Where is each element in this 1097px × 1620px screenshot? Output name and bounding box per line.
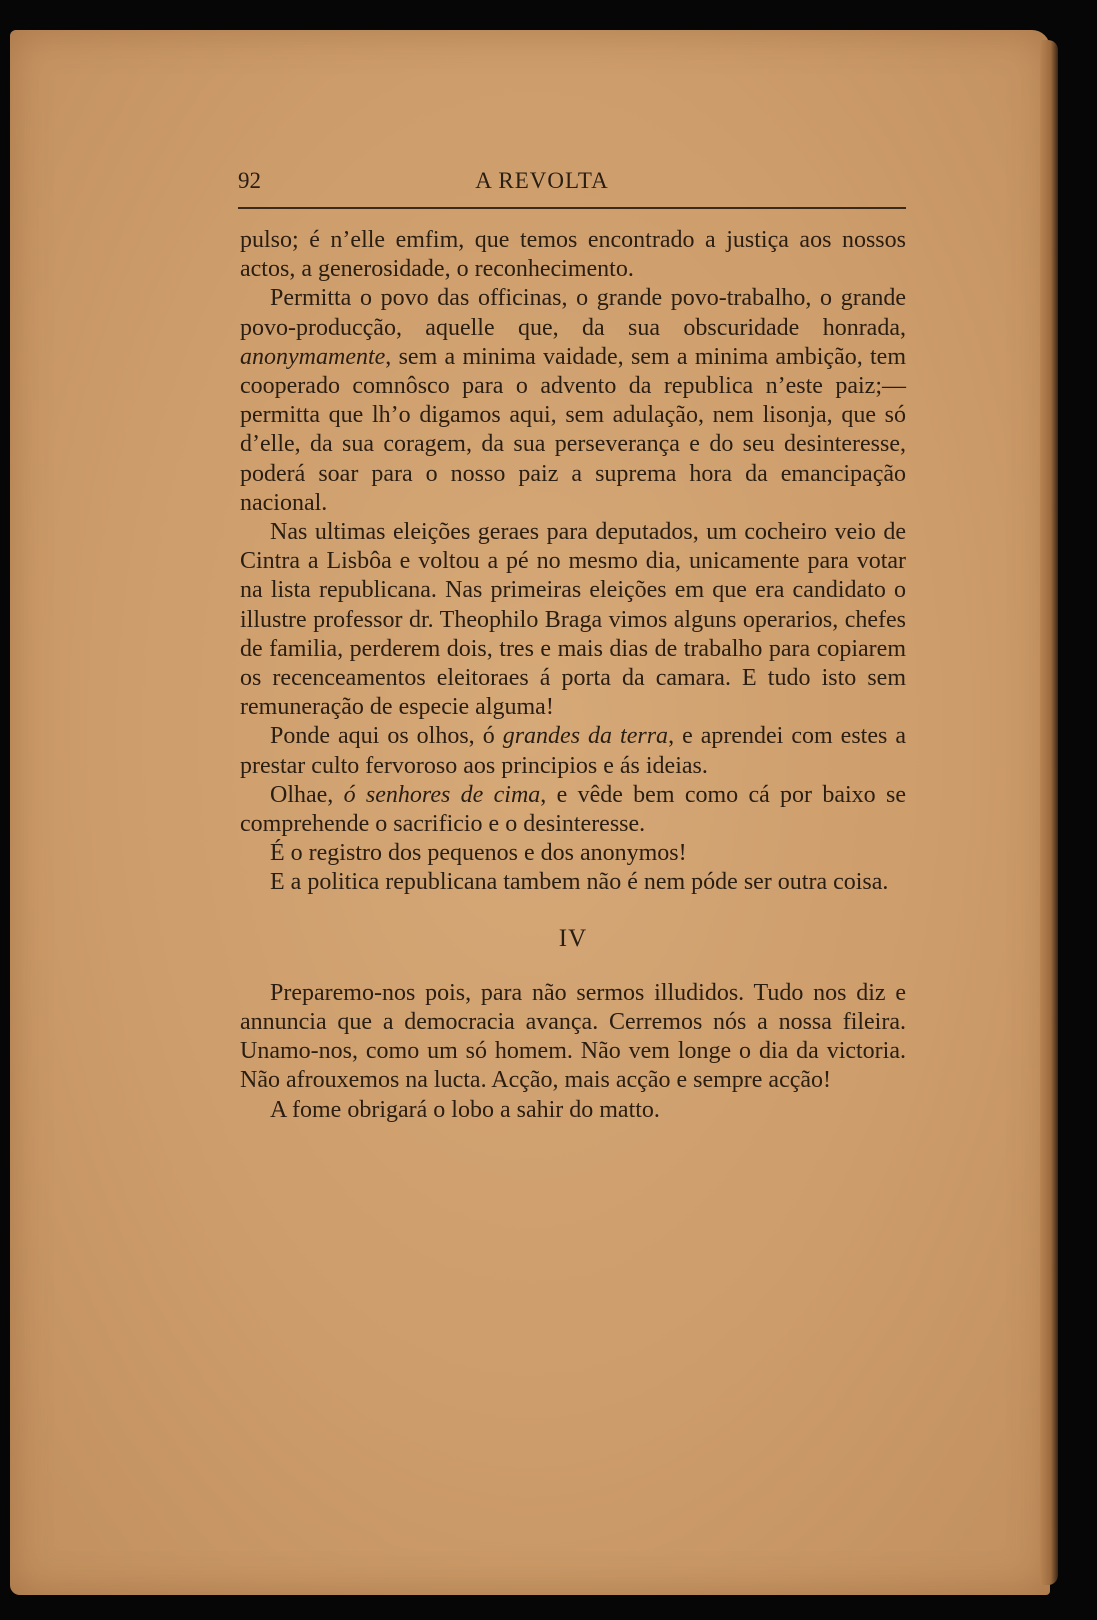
paragraph: Preparemo-nos pois, para não sermos illudidos. Tudo nos diz e annuncia que a democracia avança. Cerremos nós a nossa fileira. Unamo-nos, como um só homem. Não vem longe o dia da victoria. Não afrouxemos na lucta. Acção, mais acção e sempre acção! — [240, 979, 906, 1094]
paragraph — [240, 284, 906, 518]
paragraph: E a politica republicana tambem não é nem póde ser outra coisa. — [270, 869, 889, 896]
italic-text: anonymamente — [240, 343, 386, 370]
italic-text: ó senhores de cima — [343, 781, 541, 808]
body-text — [240, 226, 906, 1125]
page-header — [238, 168, 906, 204]
paragraph: pulso; é n’elle emfim, que temos encontrado a justiça aos nossos actos, a generosidade, o reconhecimento. — [240, 227, 906, 283]
text-run: Permitta o povo das officinas, o grande povo-trabalho, o grande povo-producção, aquelle que, da sua obscuridade honrada, — [240, 285, 906, 341]
paragraph — [240, 781, 906, 839]
paragraph: A fome obrigará o lobo a sahir do matto. — [270, 1096, 660, 1123]
running-title: A REVOLTA — [475, 168, 609, 193]
italic-text: grandes da terra — [502, 723, 669, 750]
text-run: , e vêde bem como cá por baixo se comprehende o sacrificio e o desinteresse. — [240, 781, 906, 838]
text-run: , e aprendei com estes a prestar culto fervoroso aos principios e ás ideias. — [240, 723, 906, 779]
text-run: Olhae, — [270, 781, 344, 808]
page-edge — [1040, 40, 1058, 1585]
paragraph — [240, 722, 906, 780]
header-rule — [238, 207, 906, 209]
section-heading: IV — [558, 924, 588, 952]
paragraph: É o registro dos pequenos e dos anonymos! — [270, 840, 687, 867]
paragraph: Nas ultimas eleições geraes para deputados, um cocheiro veio de Cintra a Lisbôa e voltou a pé no mesmo dia, unicamente para votar na lista republicana. Nas primeiras eleições em que era candidato o illustre professor dr. Theophilo Braga vimos alguns operarios, chefes de familia, perderem dois, tres e mais dias de trabalho para copiarem os recenceamentos eleitoraes á porta da camara. E tudo isto sem remuneração de especie alguma! — [240, 519, 906, 721]
text-run: , sem a minima vaidade, sem a minima ambição, tem cooperado comnôsco para o advento da republica n’este paiz;—permitta que lh’o digamos aqui, sem adulação, nem lisonja, que só d’elle, da sua coragem, da sua perseverança e do seu desinteresse, poderá soar para o nosso paiz a suprema hora da emancipação nacional. — [240, 343, 906, 516]
text-run: Ponde aqui os olhos, ó — [270, 723, 503, 750]
page-number: 92 — [238, 168, 261, 193]
